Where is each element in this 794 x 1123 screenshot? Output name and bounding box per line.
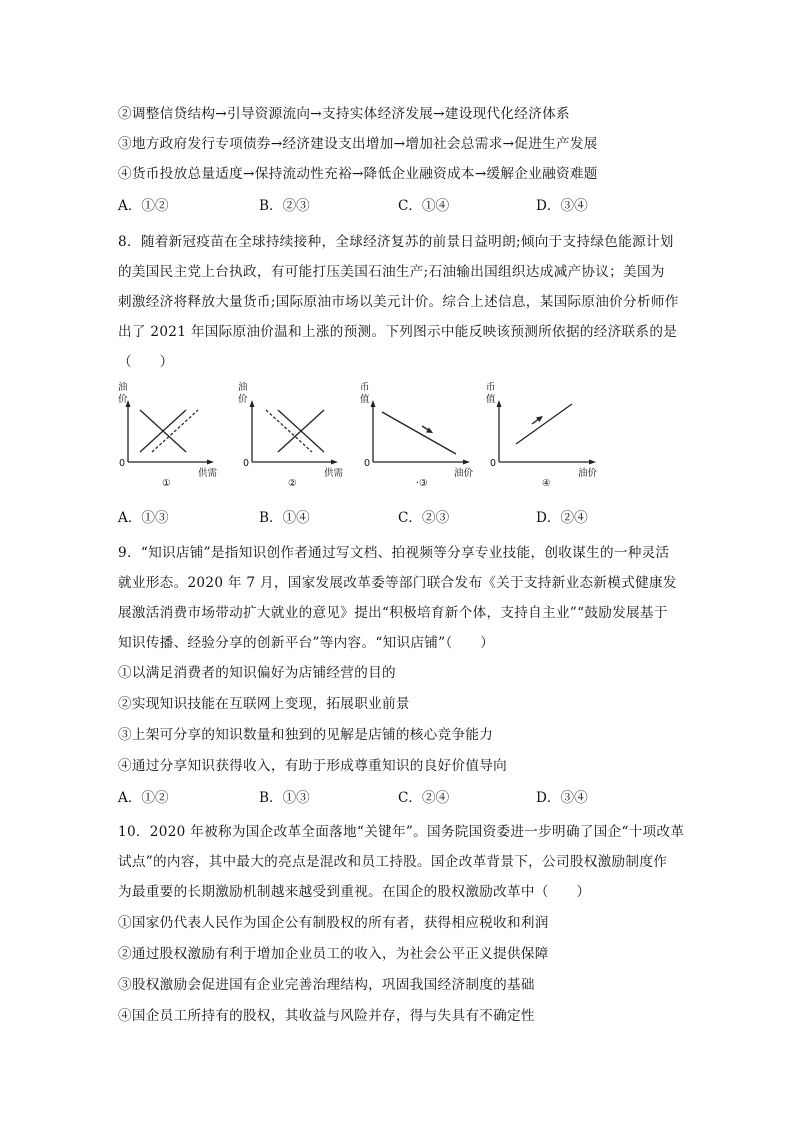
graph-3-ylabel-2: 值 bbox=[360, 394, 370, 405]
q9-item-3: ③上架可分享的知识数量和独到的见解是店铺的核心竞争能力 bbox=[118, 727, 494, 743]
graph-2 bbox=[238, 380, 348, 492]
graph-4-arrow-icon bbox=[536, 416, 543, 422]
q10-item-4: ④国企员工所持有的股权，其收益与风险并存，得与失具有不确定性 bbox=[118, 1008, 535, 1024]
graph-4-xlabel: 油价 bbox=[578, 468, 598, 479]
graph-1-shifted-line bbox=[152, 410, 198, 452]
q7-option-d[interactable]: D．③④ bbox=[536, 198, 588, 214]
q8-stem-line-2: 的美国民主党上台执政，有可能打压美国石油生产;石油输出国组织达成减产协议；美国为 bbox=[118, 264, 665, 280]
q7-item-4: ④货币投放总量适度→保持流动性充裕→降低企业融资成本→缓解企业融资难题 bbox=[118, 166, 598, 182]
q10-stem-line-2: 试点”的内容，其中最大的亮点是混改和员工持股。国企改革背景下，公司股权激励制度作 bbox=[118, 854, 668, 870]
q10-stem-line-3: 为最重要的长期激励机制越来越受到重视。在国企的股权激励改革中（ ） bbox=[118, 884, 591, 900]
q10-item-2: ②通过股权激励有利于增加企业员工的收入，为社会公平正义提供保障 bbox=[118, 946, 549, 962]
q8-stem-line-3: 刺激经济将释放大量货币;国际原油市场以美元计价。综合上述信息，某国际原油价分析师作 bbox=[118, 294, 679, 310]
graph-1 bbox=[118, 380, 218, 492]
q8-stem-line-4: 出了 2021 年国际原油价温和上涨的预测。下列图示中能反映该预测所依据的经济联系的是 bbox=[118, 324, 678, 340]
q8-option-c[interactable]: C．②③ bbox=[398, 510, 450, 526]
q7-option-a[interactable]: A．①② bbox=[118, 198, 169, 214]
q9-stem-line-1: 9．“知识店铺”是指知识创作者通过写文档、拍视频等分享专业技能，创收谋生的一种灵活 bbox=[118, 545, 670, 561]
q9-stem-line-2: 就业形态。2020 年 7 月，国家发展改革委等部门联合发布《关于支持新业态新模式健康发 bbox=[118, 575, 677, 591]
graph-3-caption: ·③ bbox=[416, 478, 428, 489]
graph-4-ylabel-2: 值 bbox=[486, 394, 496, 405]
graph-1-caption: ① bbox=[162, 478, 171, 489]
graph-1-ylabel-1: 油 bbox=[118, 382, 128, 393]
q9-item-1: ①以满足消费者的知识偏好为店铺经营的目的 bbox=[118, 665, 396, 681]
graph-4-origin: 0 bbox=[490, 458, 497, 469]
graph-2-xlabel: 供需 bbox=[324, 468, 344, 479]
graph-1-origin: 0 bbox=[119, 458, 126, 469]
graph-3 bbox=[360, 380, 480, 492]
q7-item-3: ③地方政府发行专项债券→经济建设支出增加→增加社会总需求→促进生产发展 bbox=[118, 136, 598, 152]
q9-item-2: ②实现知识技能在互联网上变现，拓展职业前景 bbox=[118, 696, 410, 712]
graph-2-ylabel-2: 价 bbox=[238, 394, 248, 405]
graph-2-ylabel-1: 油 bbox=[238, 382, 248, 393]
graph-1-xlabel: 供需 bbox=[198, 468, 218, 479]
q9-option-b[interactable]: B．①③ bbox=[259, 790, 310, 806]
q10-stem-line-1: 10．2020 年被称为国企改革全面落地“关键年”。国务院国资委进一步明确了国企“十项改革 bbox=[118, 824, 685, 840]
graph-2-origin: 0 bbox=[243, 458, 250, 469]
graph-3-curve bbox=[382, 412, 456, 454]
q10-item-3: ③股权激励会促进国有企业完善治理结构，巩固我国经济制度的基础 bbox=[118, 977, 535, 993]
graph-2-shifted-line bbox=[266, 410, 312, 452]
q7-item-2: ②调整信贷结构→引导资源流向→支持实体经济发展→建设现代化经济体系 bbox=[118, 106, 570, 122]
q9-stem-line-4: 知识传播、经验分享的创新平台”等内容。“知识店铺”（ ） bbox=[118, 635, 495, 651]
q8-option-d[interactable]: D．②④ bbox=[536, 510, 588, 526]
q8-stem-line-1: 8．随着新冠疫苗在全球持续接种，全球经济复苏的前景日益明朗;倾向于支持绿色能源计划 bbox=[118, 234, 674, 250]
graph-3-xlabel: 油价 bbox=[454, 468, 474, 479]
graph-4 bbox=[486, 380, 606, 492]
q9-option-a[interactable]: A．①② bbox=[118, 790, 169, 806]
q9-option-c[interactable]: C．②④ bbox=[398, 790, 450, 806]
q9-item-4: ④通过分享知识获得收入，有助于形成尊重知识的良好价值导向 bbox=[118, 758, 508, 774]
graph-3-origin: 0 bbox=[364, 458, 371, 469]
graph-3-ylabel-1: 币 bbox=[360, 382, 370, 393]
graph-4-ylabel-1: 币 bbox=[486, 382, 496, 393]
q8-answer-blank: （ ） bbox=[118, 354, 174, 370]
graph-1-ylabel-2: 价 bbox=[118, 394, 128, 405]
q7-option-c[interactable]: C．①④ bbox=[398, 198, 450, 214]
graph-2-caption: ② bbox=[288, 478, 297, 489]
q9-stem-line-3: 展激活消费市场带动扩大就业的意见》提出“积极培育新个体，支持自主业”“鼓励发展基于 bbox=[118, 605, 668, 621]
q8-option-a[interactable]: A．①③ bbox=[118, 510, 169, 526]
q7-option-b[interactable]: B．②③ bbox=[259, 198, 310, 214]
graph-4-caption: ④ bbox=[542, 478, 551, 489]
q10-item-1: ①国家仍代表人民作为国企公有制股权的所有者，获得相应税收和利润 bbox=[118, 915, 549, 931]
q9-option-d[interactable]: D．③④ bbox=[536, 790, 588, 806]
graph-3-arrow-icon bbox=[426, 428, 433, 434]
q8-option-b[interactable]: B．①④ bbox=[259, 510, 310, 526]
graph-4-curve bbox=[516, 404, 572, 444]
